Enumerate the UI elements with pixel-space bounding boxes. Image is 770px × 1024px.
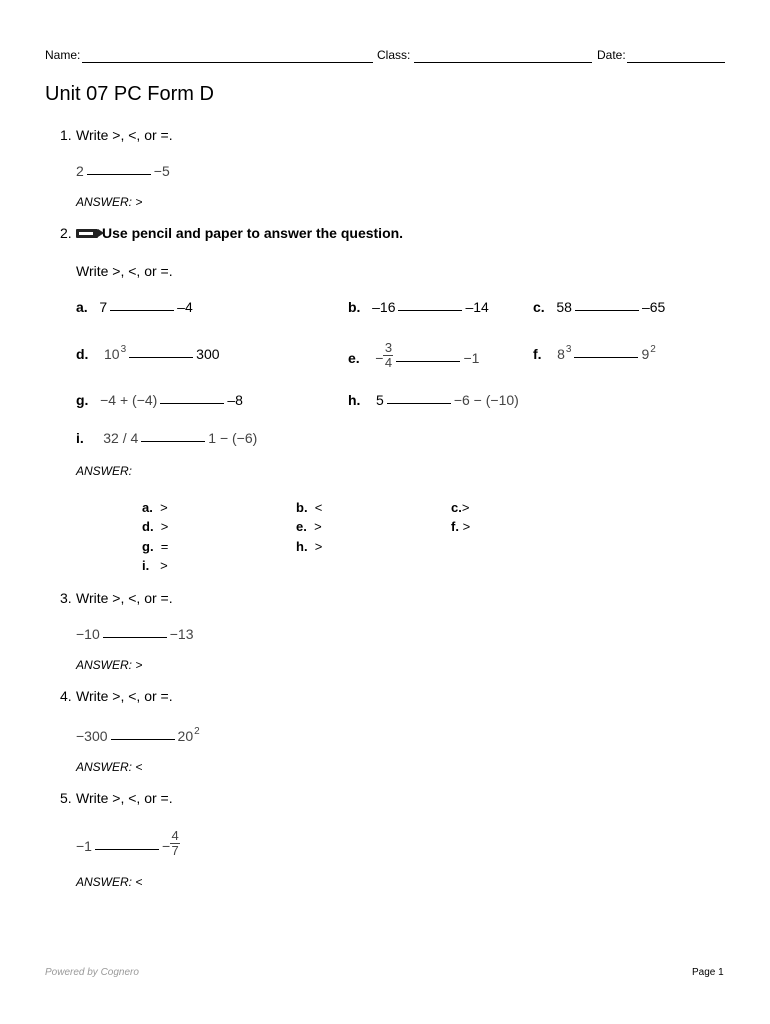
- q2b-blank[interactable]: [398, 310, 462, 311]
- name-field[interactable]: [82, 62, 373, 63]
- q2-prompt: Write >, <, or =.: [76, 263, 173, 279]
- q2-answer-f: [451, 519, 470, 534]
- q2i-left: 32 / 4: [103, 430, 139, 446]
- q2f: [533, 346, 656, 362]
- q2a-label: a.: [76, 299, 88, 315]
- date-label: Date:: [597, 48, 626, 62]
- q2h-right: −6 − (−10): [453, 392, 519, 408]
- pencil-icon: [76, 229, 98, 238]
- q2c-right: –65: [641, 299, 666, 315]
- q2b-right: –14: [465, 299, 489, 315]
- q2-answer-g: [142, 539, 168, 554]
- ans-c-label: c.: [451, 500, 462, 515]
- q4-expression: [76, 728, 200, 744]
- q2c: [533, 299, 665, 315]
- footer-page-number: Page 1: [692, 967, 724, 978]
- q2d-blank[interactable]: [129, 357, 193, 358]
- ans-g-label: g.: [142, 539, 154, 554]
- q2a: [76, 299, 193, 315]
- q2g-right: –8: [227, 392, 243, 408]
- q4-right-exp: 2: [194, 726, 200, 737]
- ans-f-label: f.: [451, 519, 459, 534]
- q2c-left: 58: [556, 299, 572, 315]
- ans-b-label: b.: [296, 500, 308, 515]
- q2-number: 2.: [60, 225, 72, 241]
- q2d-exp: 3: [120, 344, 127, 355]
- q2f-base1: 8: [557, 346, 565, 362]
- ans-d-label: d.: [142, 519, 154, 534]
- q4-left: −300: [76, 728, 108, 744]
- ans-c-value: >: [461, 500, 470, 515]
- q2h: [348, 392, 519, 408]
- q2f-blank[interactable]: [574, 357, 638, 358]
- q2e-denominator: 4: [384, 355, 393, 370]
- q1-left: 2: [76, 163, 84, 179]
- q3-blank[interactable]: [103, 637, 167, 638]
- q2i-blank[interactable]: [141, 441, 205, 442]
- q1-prompt: Write >, <, or =.: [76, 127, 173, 143]
- q1-answer: ANSWER: >: [76, 195, 143, 209]
- q5-expression: [76, 825, 180, 858]
- q2-answer-b: [296, 500, 322, 515]
- q2f-exp2: 2: [650, 344, 656, 355]
- q2d-label: d.: [76, 346, 89, 362]
- q2g: [76, 392, 243, 408]
- q2c-label: c.: [533, 299, 545, 315]
- q1-blank[interactable]: [87, 174, 151, 175]
- q5-answer: ANSWER: <: [76, 875, 143, 889]
- q3-left: −10: [76, 626, 100, 642]
- ans-d-value: >: [160, 519, 169, 534]
- ans-h-value: >: [314, 539, 323, 554]
- page-title: Unit 07 PC Form D: [45, 83, 214, 105]
- ans-f-value: >: [462, 519, 471, 534]
- q2e-blank[interactable]: [396, 361, 460, 362]
- q2f-exp1: 3: [565, 344, 572, 355]
- q3-answer: ANSWER: >: [76, 658, 143, 672]
- q2g-label: g.: [76, 392, 89, 408]
- q2a-left: 7: [99, 299, 108, 315]
- ans-i-value: >: [160, 558, 168, 573]
- q2e-label: e.: [348, 350, 360, 367]
- ans-b-value: <: [314, 500, 323, 515]
- ans-a-value: >: [160, 500, 168, 515]
- q2h-left: 5: [376, 392, 384, 408]
- q2f-label: f.: [533, 346, 542, 362]
- q2b: [348, 299, 489, 315]
- q3-prompt: Write >, <, or =.: [76, 590, 173, 606]
- q2d: [76, 346, 220, 362]
- q2-answer-e: [296, 519, 322, 534]
- ans-e-label: e.: [296, 519, 307, 534]
- date-field[interactable]: [627, 62, 725, 63]
- q5-denominator: 7: [171, 843, 179, 858]
- q4-number: 4.: [60, 688, 72, 704]
- q2d-base: 10: [104, 346, 120, 362]
- ans-h-label: h.: [296, 539, 308, 554]
- q2g-left: −4 + (−4): [100, 392, 158, 408]
- q1-number: 1.: [60, 127, 72, 143]
- q5-prompt: Write >, <, or =.: [76, 790, 173, 806]
- q2-instruction: [76, 225, 403, 241]
- q1-expression: [76, 163, 170, 179]
- q5-fraction: [170, 829, 180, 858]
- q2-instruction-text: Use pencil and paper to answer the question.: [102, 225, 404, 241]
- q2d-right: 300: [196, 346, 220, 362]
- ans-a-label: a.: [142, 500, 153, 515]
- q2-answer-a: [142, 500, 168, 515]
- q5-number: 5.: [60, 790, 72, 806]
- ans-i-label: i.: [142, 558, 150, 573]
- q2e-fraction: [383, 341, 393, 370]
- q2b-label: b.: [348, 299, 361, 315]
- q5-blank[interactable]: [95, 849, 159, 850]
- q2c-blank[interactable]: [575, 310, 639, 311]
- q2-answer-i: [142, 558, 168, 573]
- ans-e-value: >: [314, 519, 322, 534]
- name-label: Name:: [45, 48, 81, 62]
- q4-right-base: 20: [177, 728, 194, 744]
- q5-sign: −: [161, 838, 171, 855]
- q2a-blank[interactable]: [110, 310, 174, 311]
- q4-answer: ANSWER: <: [76, 760, 143, 774]
- q2-answer-c: [451, 500, 469, 515]
- q2e-numerator: 3: [384, 340, 393, 355]
- q2-answer-label: ANSWER:: [76, 464, 133, 478]
- q3-expression: [76, 626, 194, 642]
- q2g-blank[interactable]: [160, 403, 224, 404]
- q3-number: 3.: [60, 590, 72, 606]
- q5-left: −1: [76, 838, 92, 855]
- class-field[interactable]: [414, 62, 592, 63]
- q2i: [76, 430, 257, 446]
- q2a-right: –4: [177, 299, 193, 315]
- q2i-right: 1 − (−6): [208, 430, 258, 446]
- q2-answer-h: [296, 539, 322, 554]
- class-label: Class:: [377, 48, 411, 62]
- q2e-right: −1: [463, 350, 480, 367]
- q2i-label: i.: [76, 430, 84, 446]
- q3-right: −13: [169, 626, 194, 642]
- q4-prompt: Write >, <, or =.: [76, 688, 173, 704]
- q2-answer-d: [142, 519, 168, 534]
- q4-blank[interactable]: [111, 739, 175, 740]
- q2h-blank[interactable]: [387, 403, 451, 404]
- q2e-sign: −: [375, 350, 384, 367]
- q2e: [348, 337, 480, 370]
- ans-g-value: =: [160, 539, 169, 554]
- q2f-base2: 9: [641, 346, 650, 362]
- q2b-left: –16: [372, 299, 396, 315]
- q1-right: −5: [153, 163, 170, 179]
- q5-numerator: 4: [171, 828, 179, 843]
- footer-powered-by: Powered by Cognero: [45, 967, 139, 978]
- q2h-label: h.: [348, 392, 361, 408]
